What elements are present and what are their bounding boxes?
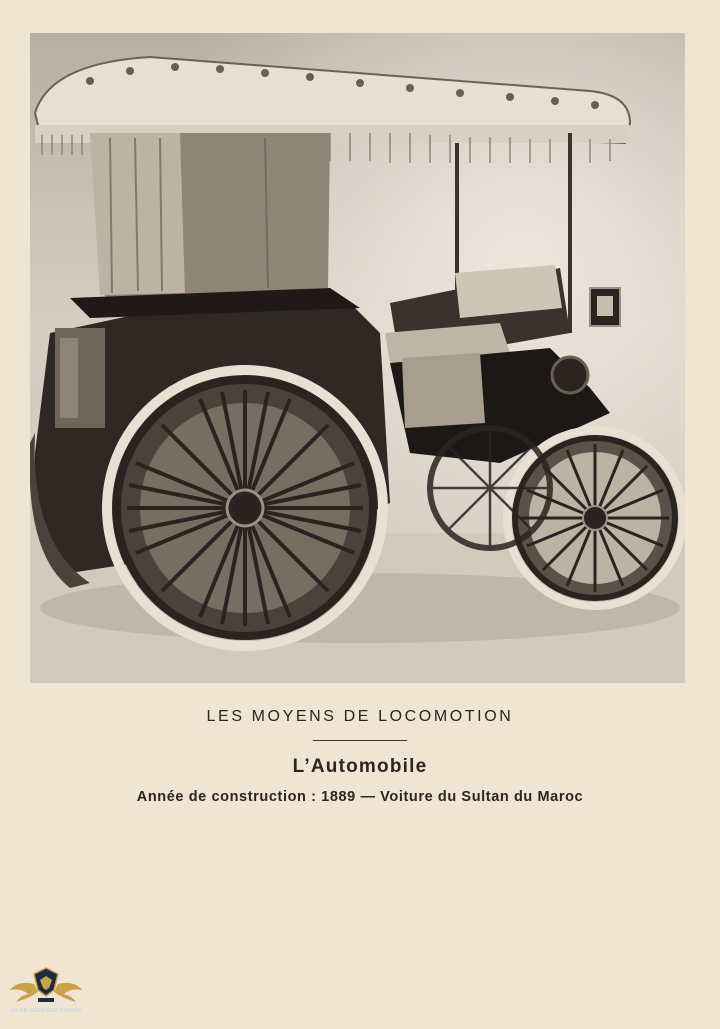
watermark-text: ARAB DEFENSE FORUM: [10, 1008, 82, 1014]
caption-details: Année de construction : 1889 — Voiture du Sultan du Maroc: [136, 789, 584, 805]
forum-watermark: [8, 962, 84, 1026]
series-title: LES MOYENS DE LOCOMOTION: [206, 708, 514, 725]
eagle-emblem-icon: [8, 962, 84, 1010]
divider: [313, 740, 407, 741]
automobile-photo: [30, 33, 685, 683]
subject-title: L’Automobile: [292, 756, 428, 777]
